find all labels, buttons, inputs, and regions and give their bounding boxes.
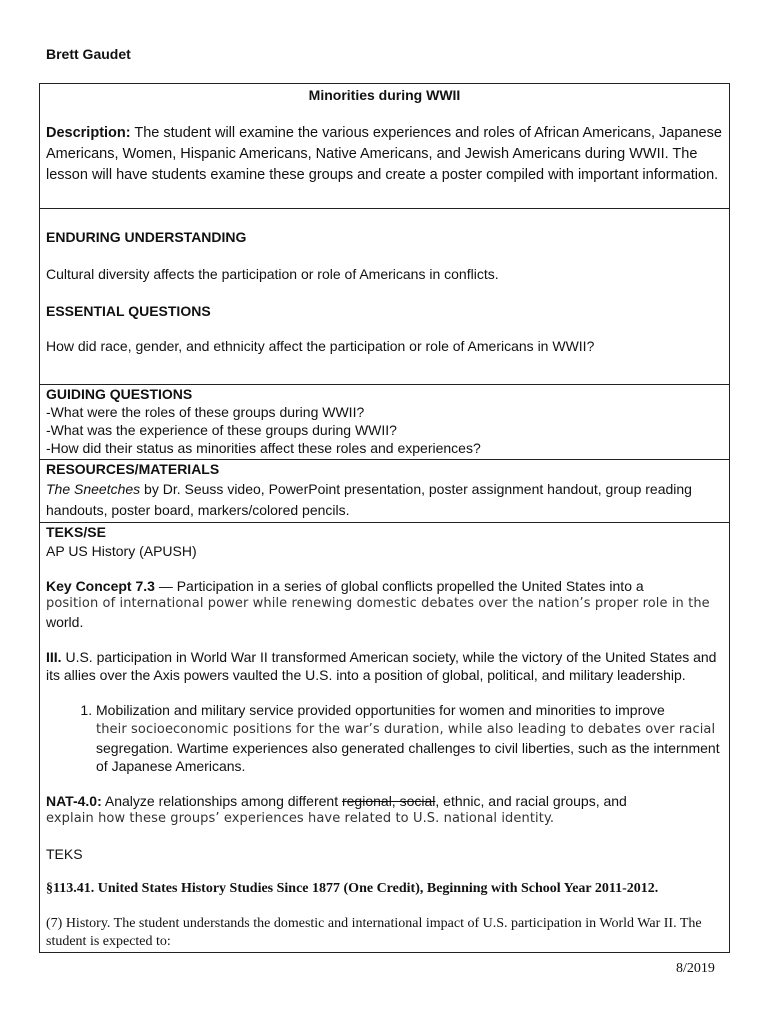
guiding-item: -What was the experience of these groups during WWII?: [46, 422, 397, 438]
guiding-questions-cell: [40, 385, 729, 460]
description: [46, 123, 723, 186]
guiding-item: -How did their status as minorities affect these roles and experiences?: [46, 440, 481, 456]
key-concept-text: — Participation in a series of global conflicts propelled the United States into a: [154, 578, 644, 594]
teks-label: TEKS: [46, 846, 83, 862]
standard-title: §113.41. United States History Studies Since 1877 (One Credit), Beginning with School Year 2011-2012.: [46, 881, 659, 896]
key-concept-text: position of international power while renewing domestic debates over the nation’s proper role in the: [46, 596, 710, 611]
essential-text: How did race, gender, and ethnicity affect the participation or role of Americans in WWII?: [46, 338, 595, 354]
course-name: AP US History (APUSH): [46, 543, 197, 559]
list-item-text: segregation. Wartime experiences also generated challenges to civil liberties, such as the internment of Japanese Americans.: [96, 740, 720, 774]
nat-text: explain how these groups’ experiences have related to U.S. national identity.: [46, 811, 555, 826]
nat-struck-text: regional, social: [341, 793, 436, 809]
footer-date: 8/2019: [676, 961, 715, 976]
key-concept: [46, 577, 723, 631]
understanding-questions-cell: [40, 228, 729, 385]
guiding-heading: GUIDING QUESTIONS: [46, 386, 193, 402]
resources-list: by Dr. Seuss video, PowerPoint presentation, poster assignment handout, group reading handouts, poster board, markers/colored pencils.: [46, 481, 692, 518]
key-concept-label: Key Concept 7.3: [46, 578, 155, 594]
resources-cell: [40, 460, 729, 523]
essential-heading: ESSENTIAL QUESTIONS: [46, 303, 211, 319]
list-item-text: Mobilization and military service provided opportunities for women and minorities to improve: [96, 702, 665, 718]
nat-standard: [46, 792, 723, 828]
enduring-heading: ENDURING UNDERSTANDING: [46, 229, 247, 245]
resources-heading: RESOURCES/MATERIALS: [46, 461, 220, 477]
teks-heading: TEKS/SE: [46, 524, 106, 540]
list-item: [96, 701, 723, 775]
concept-list: [46, 701, 723, 775]
teks-cell: [40, 523, 729, 953]
title-description-cell: [40, 85, 729, 209]
section-iii-text: U.S. participation in World War II transformed American society, while the victory of the United States and its allies over the Axis powers vaulted the U.S. into a position of global, political, and military leadership.: [46, 649, 717, 683]
nat-text: , ethnic, and racial groups, and: [435, 793, 627, 809]
key-concept-text: world.: [46, 614, 84, 630]
description-text: The student will examine the various experiences and roles of African Americans, Japanese Americans, Women, Hispanic Americans, Native Americans, and Jewish Americans during WWII. The lesson will have students examine these groups and create a poster compiled with important information.: [46, 125, 722, 183]
section-iii-label: III.: [46, 649, 62, 665]
section-iii: [46, 648, 723, 684]
guiding-item: -What were the roles of these groups during WWII?: [46, 404, 365, 420]
description-label: Description:: [46, 125, 131, 141]
resources-text: [46, 479, 723, 521]
resources-video-title: The Sneetches: [46, 481, 141, 497]
history-text: (7) History. The student understands the domestic and international impact of U.S. participation in World War II. The student is expected to:: [46, 916, 702, 949]
enduring-text: Cultural diversity affects the participation or role of Americans in conflicts.: [46, 266, 499, 282]
author-name: Brett Gaudet: [46, 46, 131, 62]
list-item-text: their socioeconomic positions for the war’s duration, while also leading to debates over racial: [96, 722, 716, 737]
nat-label: NAT-4.0:: [46, 793, 102, 809]
lesson-plan-table: [39, 83, 730, 953]
lesson-title: Minorities during WWII: [308, 87, 461, 103]
nat-text: Analyze relationships among different: [101, 793, 342, 809]
